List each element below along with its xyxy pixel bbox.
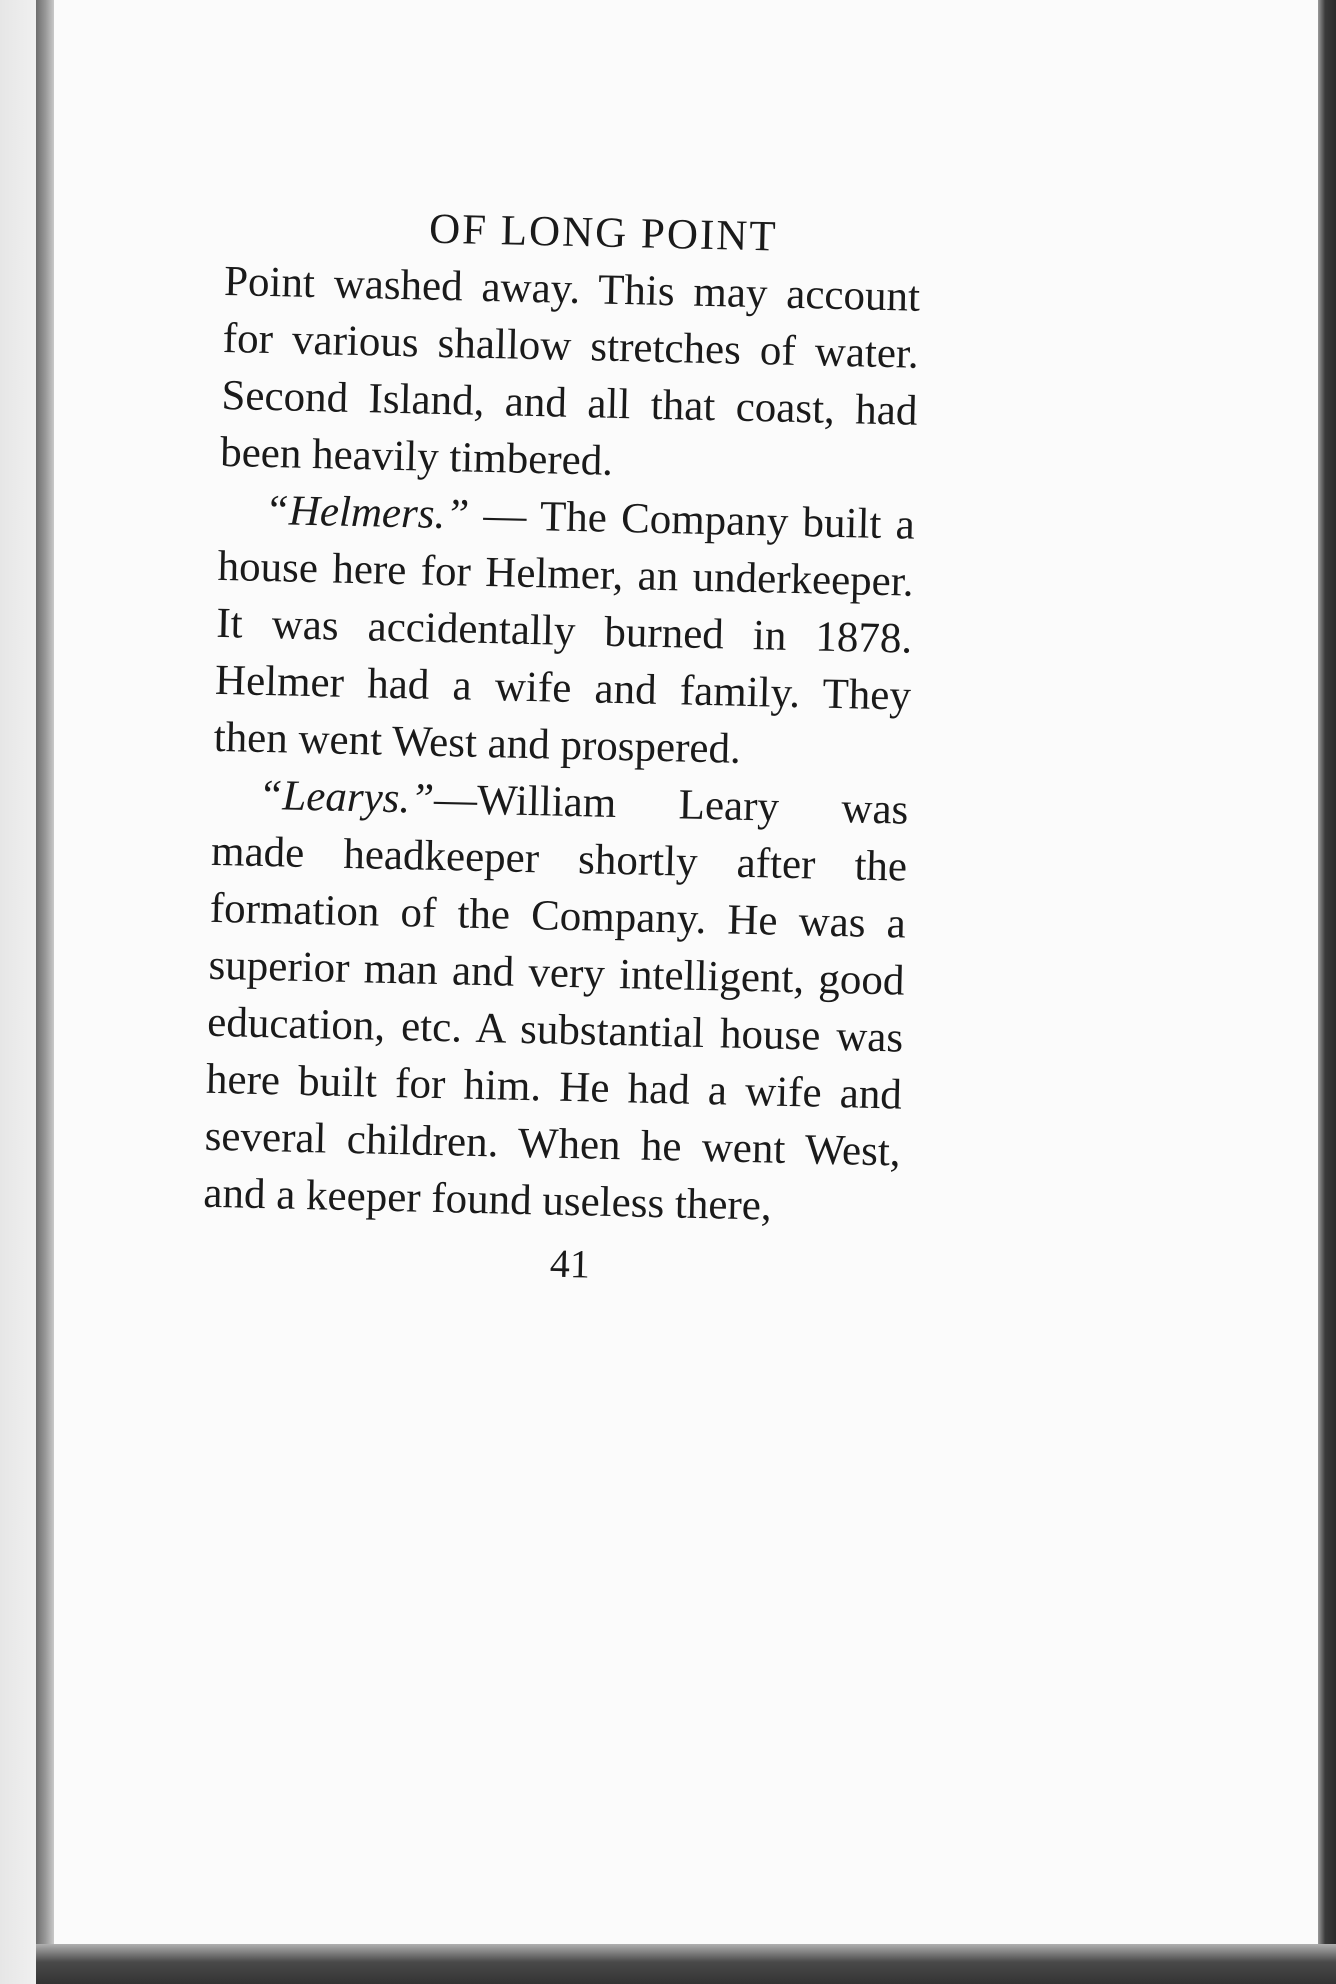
paragraph-3-text: —William Leary was made headkeeper shortly after the formation of the Company. He was a superior man and very intelligent, good education, etc. A substantial house was here built for him. He had a wife and several children. When he went West, and a keeper found useless there, bbox=[202, 775, 909, 1230]
paragraph-2 bbox=[213, 481, 915, 782]
paragraph-3-lead: “Learys.” bbox=[257, 771, 435, 823]
paragraph-3 bbox=[203, 766, 909, 1238]
running-head: OF LONG POINT bbox=[428, 205, 779, 261]
binding-edge bbox=[36, 0, 54, 1984]
paragraph-2-text: — The Company built a house here for Helmer, an underkeeper. It was accidentally burned in 1878. Helmer had a wife and family. They then went West and prospered. bbox=[213, 491, 916, 773]
page-number: 41 bbox=[549, 1240, 591, 1287]
right-page-edge bbox=[1318, 0, 1336, 1984]
paragraph-2-lead: “Helmers.” bbox=[264, 486, 470, 539]
paragraph-1 bbox=[220, 253, 921, 497]
bottom-page-edge bbox=[36, 1944, 1336, 1984]
left-margin bbox=[0, 0, 36, 1984]
page-text-block bbox=[202, 200, 922, 1295]
paragraph-1-text: Point washed away. This may account for various shallow stretches of water. Second Island, and all that coast, had been heavily timbered. bbox=[219, 257, 921, 485]
